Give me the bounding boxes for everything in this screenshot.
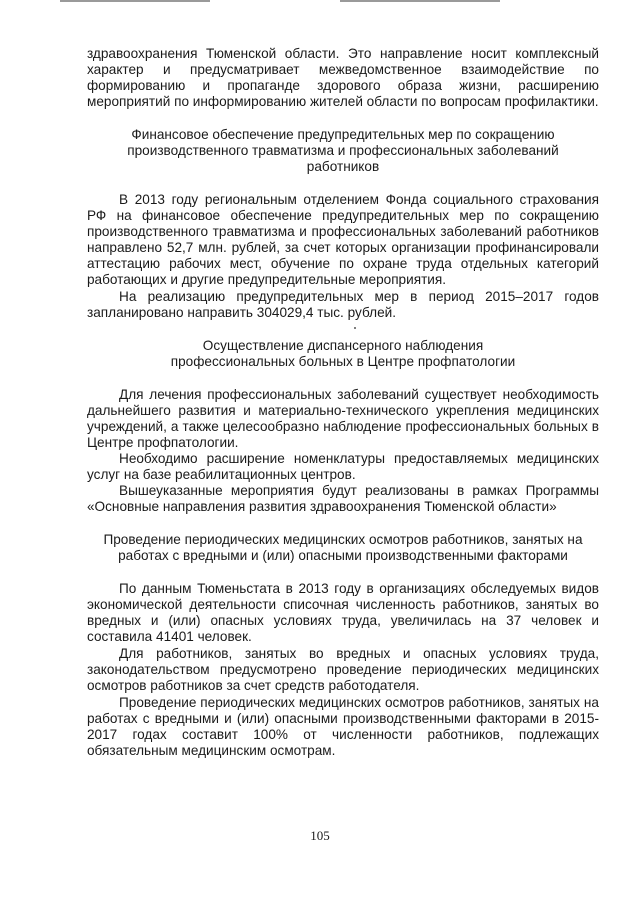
section-heading-financing (87, 127, 599, 175)
section-heading-dispensary (87, 338, 599, 370)
heading-line: производственного травматизма и профессиональных заболеваний (127, 143, 559, 158)
document-page (87, 40, 599, 759)
heading-line: Осуществление диспансерного наблюдения (202, 338, 484, 353)
dispensary-paragraph-2: Необходимо расширение номенклатуры предоставляемых медицинских услуг на базе реабилитационных центров. (87, 451, 599, 482)
medical-exams-paragraph-3: Проведение периодических медицинских осмотров работников, занятых на работах с вредными и (или) опасными производственными факторами в 2015-2017 годах составит 100% от численности работников, подлежащих обязательным медицинским осмотрам. (87, 695, 599, 758)
heading-line: работах с вредными и (или) опасными производственными факторами (118, 548, 568, 563)
scan-top-edge (60, 0, 580, 3)
dispensary-paragraph-3: Вышеуказанные мероприятия будут реализованы в рамках Программы «Основные направления развития здравоохранения Тюменской области» (87, 483, 599, 514)
financing-paragraph-1: В 2013 году региональным отделением Фонда социального страхования РФ на финансовое обеспечение предупредительных мер по сокращению производственного травматизма и профессиональных заболеваний работников направлено 52,7 млн. рублей, за счет которых организации профинансировали аттестацию рабочих мест, обучение по охране труда отдельных категорий работающих и другие предупредительные мероприятия. (87, 192, 599, 287)
page-number: 105 (310, 828, 330, 843)
heading-line: Проведение периодических медицинских осмотров работников, занятых на (103, 532, 583, 547)
heading-line: работников (306, 159, 380, 174)
financing-paragraph-2: На реализацию предупредительных мер в период 2015–2017 годов запланировано направить 304029,4 тыс. рублей. (87, 289, 599, 320)
section-heading-medical-exams (87, 532, 599, 564)
medical-exams-paragraph-2: Для работников, занятых во вредных и опасных условиях труда, законодательством предусмотрено проведение периодических медицинских осмотров работников за счет средств работодателя. (87, 646, 599, 693)
scan-speck (354, 327, 356, 329)
heading-line: Финансовое обеспечение предупредительных мер по сокращению (131, 127, 555, 142)
dispensary-paragraph-1: Для лечения профессиональных заболеваний существует необходимость дальнейшего развития и материально-технического укрепления медицинских учреждений, а также целесообразно наблюдение профессиональных больных в Центре профпатологии. (87, 387, 599, 450)
medical-exams-paragraph-1: По данным Тюменьстата в 2013 году в организациях обследуемых видов экономической деятельности списочная численность работников, занятых во вредных и (или) опасных условиях труда, увеличилась на 37 человек и составила 41401 человек. (87, 581, 599, 644)
intro-paragraph: здравоохранения Тюменской области. Это направление носит комплексный характер и предусматривает межведомственное взаимодействие по формированию и пропаганде здорового образа жизни, расширению мероприятий по информированию жителей области по вопросам профилактики. (87, 46, 599, 109)
heading-line: профессиональных больных в Центре профпатологии (170, 354, 516, 369)
